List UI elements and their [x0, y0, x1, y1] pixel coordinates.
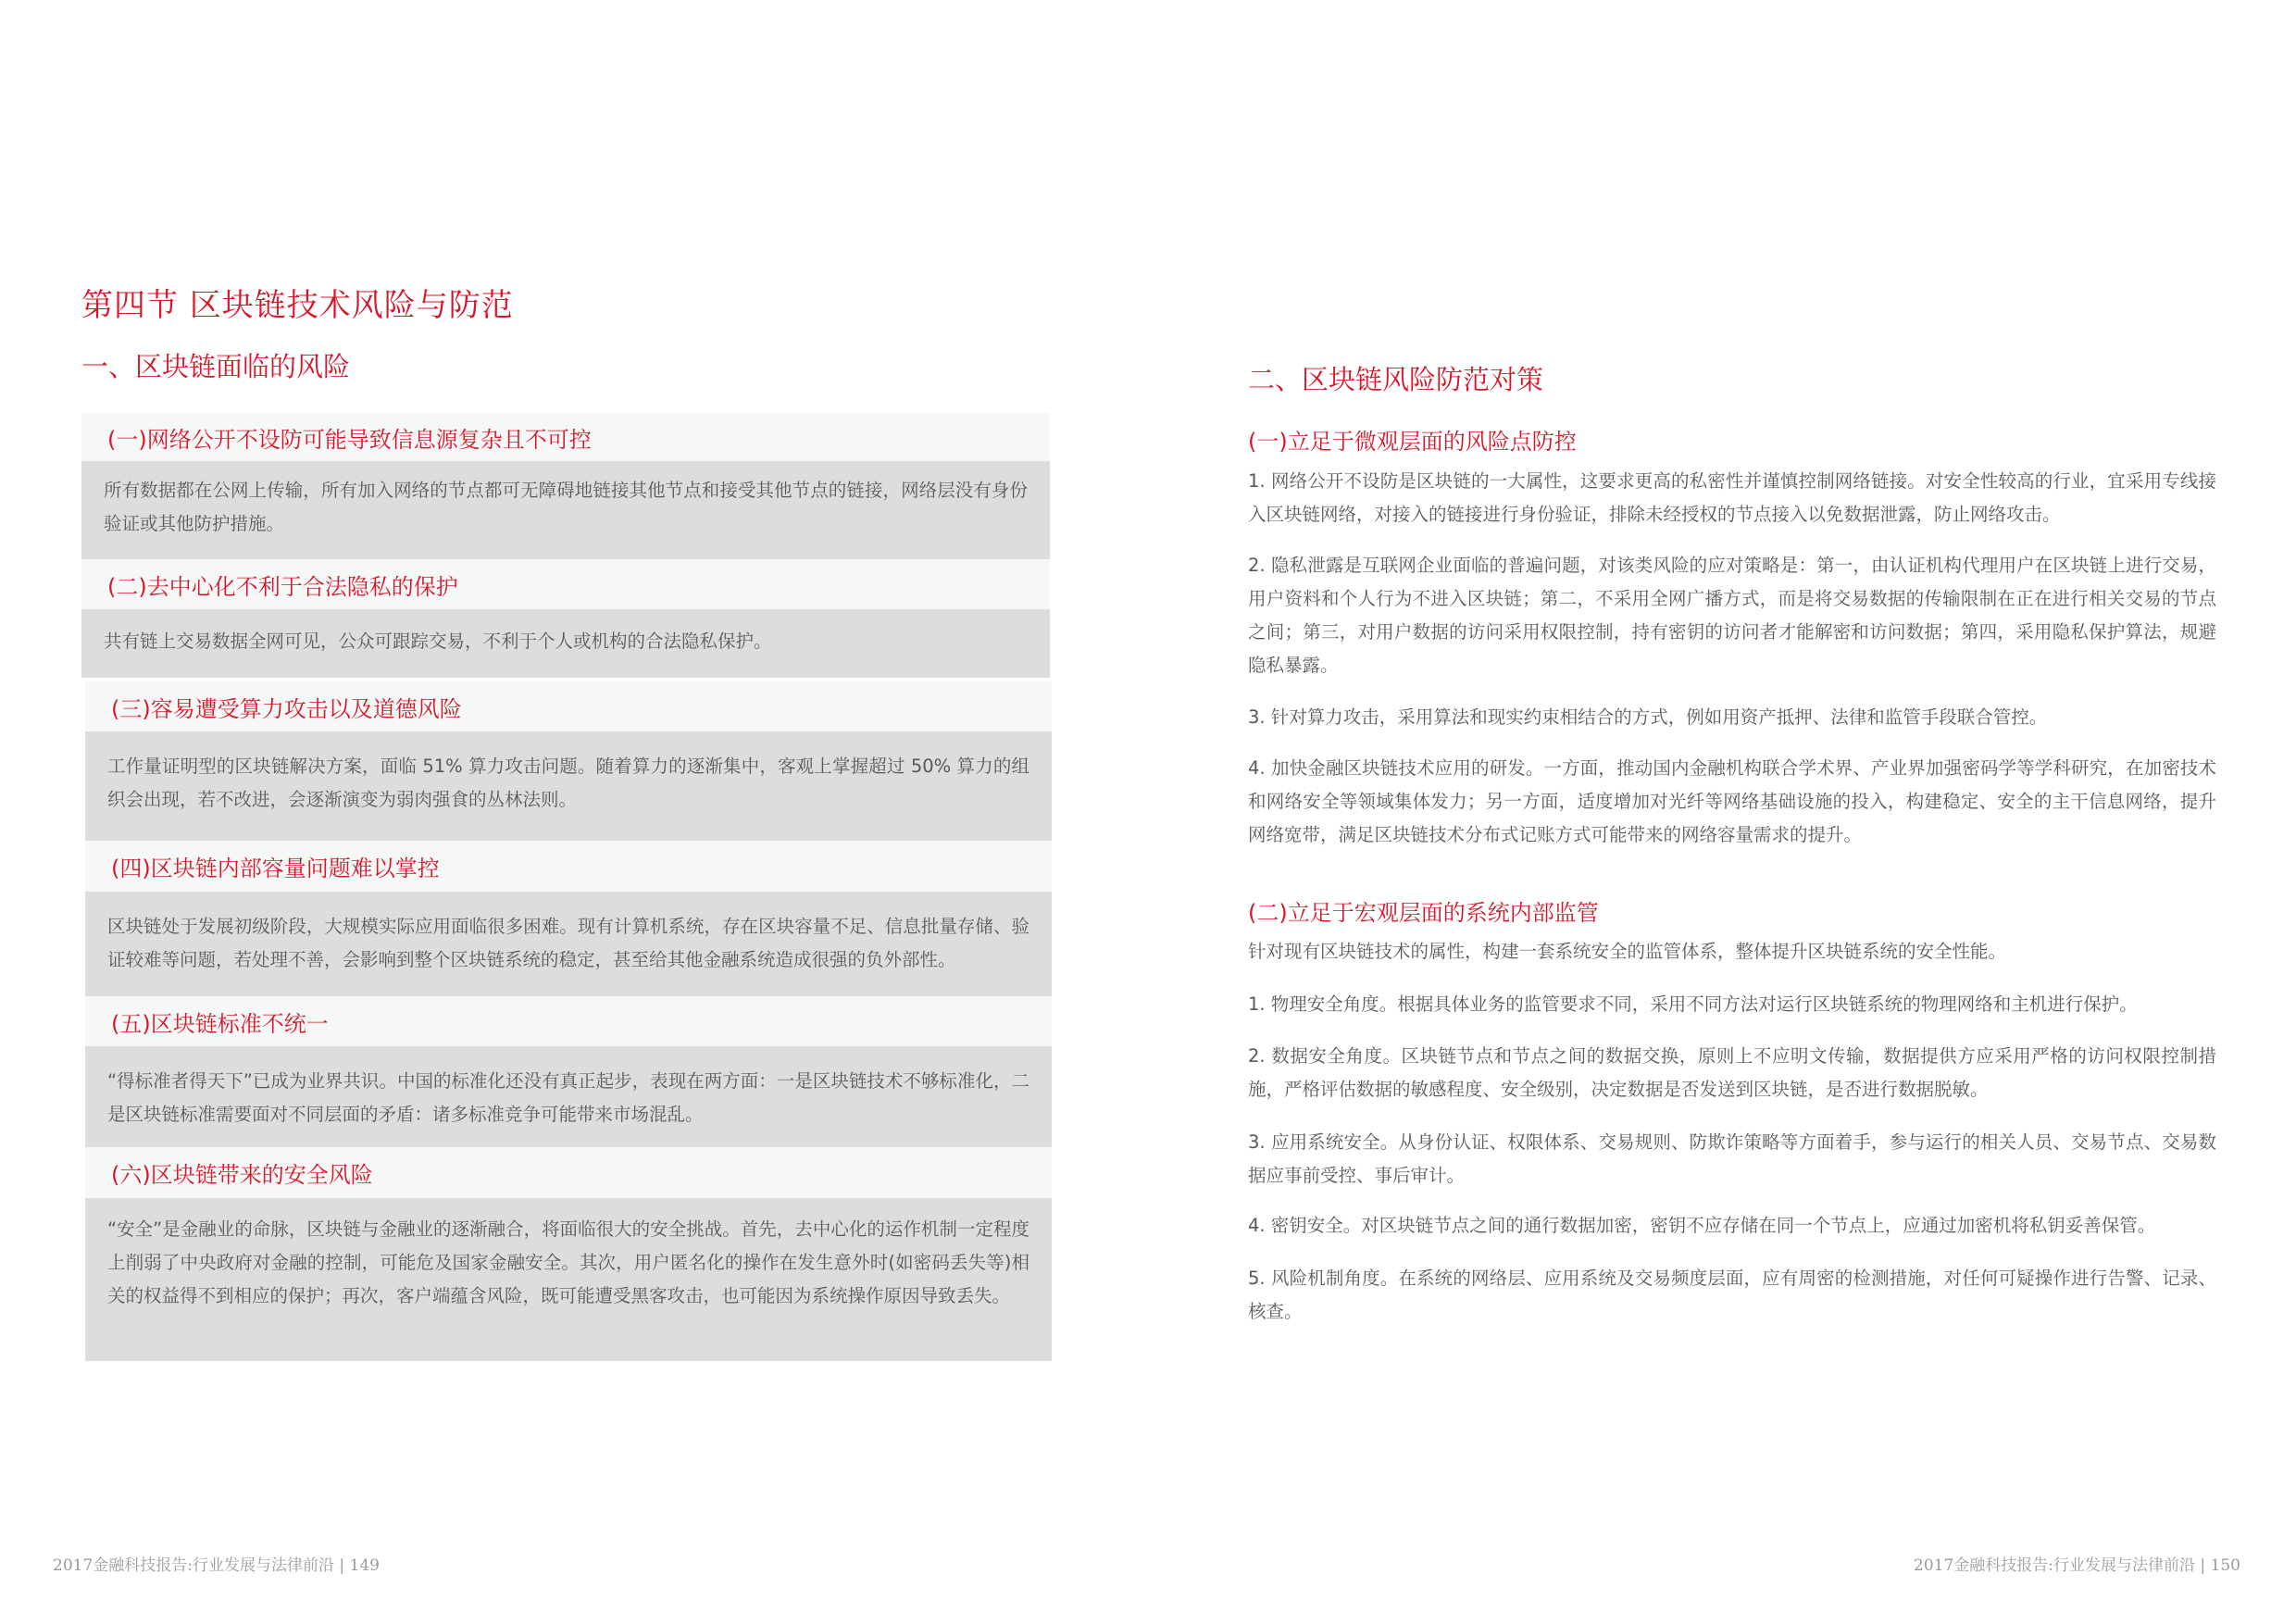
risk-title-2: (二)去中心化不利于合法隐私的保护 — [81, 559, 1050, 609]
micro-heading: (一)立足于微观层面的风险点防控 — [1248, 429, 1577, 455]
risk-body-4: 区块链处于发展初级阶段，大规模实际应用面临很多困难。现有计算机系统，存在区块容量不足、信息批量存储、验证较难等问题，若处理不善，会影响到整个区块链系统的稳定，甚至给其他金融系统造成很强的负外部性。 — [85, 892, 1052, 996]
macro-para-5: 5. 风险机制角度。在系统的网络层、应用系统及交易频度层面，应有周密的检测措施，对任何可疑操作进行告警、记录、核查。 — [1248, 1268, 2216, 1322]
macro-para-4: 4. 密钥安全。对区块链节点之间的通行数据加密，密钥不应存储在同一个节点上，应通过加密机将私钥妥善保管。 — [1248, 1215, 2156, 1236]
micro-para-4: 4. 加快金融区块链技术应用的研发。一方面，推动国内金融机构联合学术界、产业界加强密码学等学科研究，在加密技术和网络安全等领域集体发力；另一方面，适度增加对光纤等网络基础设施的投入，构建稳定、安全的主干信息网络，提升网络宽带，满足区块链技术分布式记账方式可能带来的网络容量需求的提升。 — [1248, 757, 2216, 845]
risk-title-5: (五)区块链标准不统一 — [85, 996, 1052, 1046]
risk-title-6: (六)区块链带来的安全风险 — [85, 1147, 1052, 1198]
risk-body-2: 共有链上交易数据全网可见，公众可跟踪交易，不利于个人或机构的合法隐私保护。 — [81, 609, 1050, 678]
risks-heading: 一、区块链面临的风险 — [81, 351, 351, 382]
macro-para-3: 3. 应用系统安全。从身份认证、权限体系、交易规则、防欺诈策略等方面着手，参与运行的相关人员、交易节点、交易数据应事前受控、事后审计。 — [1248, 1131, 2216, 1186]
footer-right: 2017金融科技报告:行业发展与法律前沿 | 150 — [1914, 1556, 2240, 1575]
micro-para-1: 1. 网络公开不设防是区块链的一大属性，这要求更高的私密性并谨慎控制网络链接。对安全性较高的行业，宜采用专线接入区块链网络，对接入的链接进行身份验证，排除未经授权的节点接入以免数据泄露，防止网络攻击。 — [1248, 470, 2216, 525]
macro-heading: (二)立足于宏观层面的系统内部监管 — [1248, 900, 1599, 926]
risk-body-6: “安全”是金融业的命脉，区块链与金融业的逐渐融合，将面临很大的安全挑战。首先，去中心化的运作机制一定程度上削弱了中央政府对金融的控制，可能危及国家金融安全。其次，用户匿名化的操作在发生意外时(如密码丢失等)相关的权益得不到相应的保护；再次，客户端蕴含风险，既可能遭受黑客攻击，也可能因为系统操作原因导致丢失。 — [85, 1198, 1052, 1361]
risk-title-4: (四)区块链内部容量问题难以掌控 — [85, 841, 1052, 892]
micro-para-2: 2. 隐私泄露是互联网企业面临的普遍问题，对该类风险的应对策略是：第一，由认证机构代理用户在区块链上进行交易，用户资料和个人行为不进入区块链；第二，不采用全网广播方式，而是将交易数据的传输限制在正在进行相关交易的节点之间；第三，对用户数据的访问采用权限控制，持有密钥的访问者才能解密和访问数据；第四，采用隐私保护算法，规避隐私暴露。 — [1248, 555, 2216, 676]
micro-para-3: 3. 针对算力攻击，采用算法和现实约束相结合的方式，例如用资产抵押、法律和监管手段联合管控。 — [1248, 706, 2048, 728]
macro-intro: 针对现有区块链技术的属性，构建一套系统安全的监管体系，整体提升区块链系统的安全性能。 — [1248, 941, 2007, 962]
risk-body-1: 所有数据都在公网上传输，所有加入网络的节点都可无障碍地链接其他节点和接受其他节点的链接，网络层没有身份验证或其他防护措施。 — [81, 461, 1050, 559]
risk-body-5: “得标准者得天下”已成为业界共识。中国的标准化还没有真正起步，表现在两方面：一是区块链技术不够标准化，二是区块链标准需要面对不同层面的矛盾：诸多标准竞争可能带来市场混乱。 — [85, 1046, 1052, 1147]
countermeasures-heading: 二、区块链风险防范对策 — [1248, 364, 1544, 395]
risk-title-3: (三)容易遭受算力攻击以及道德风险 — [85, 681, 1052, 731]
risk-body-3: 工作量证明型的区块链解决方案，面临 51% 算力攻击问题。随着算力的逐渐集中，客观上掌握超过 50% 算力的组织会出现，若不改进，会逐渐演变为弱肉强食的丛林法则。 — [85, 731, 1052, 841]
macro-para-2: 2. 数据安全角度。区块链节点和节点之间的数据交换，原则上不应明文传输，数据提供方应采用严格的访问权限控制措施，严格评估数据的敏感程度、安全级别，决定数据是否发送到区块链，是否进行数据脱敏。 — [1248, 1045, 2216, 1100]
section-title: 第四节 区块链技术风险与防范 — [81, 287, 514, 324]
footer-left: 2017金融科技报告:行业发展与法律前沿 | 149 — [53, 1556, 380, 1575]
macro-para-1: 1. 物理安全角度。根据具体业务的监管要求不同，采用不同方法对运行区块链系统的物理网络和主机进行保护。 — [1248, 993, 2138, 1015]
risk-title-1: (一)网络公开不设防可能导致信息源复杂且不可控 — [81, 413, 1050, 461]
